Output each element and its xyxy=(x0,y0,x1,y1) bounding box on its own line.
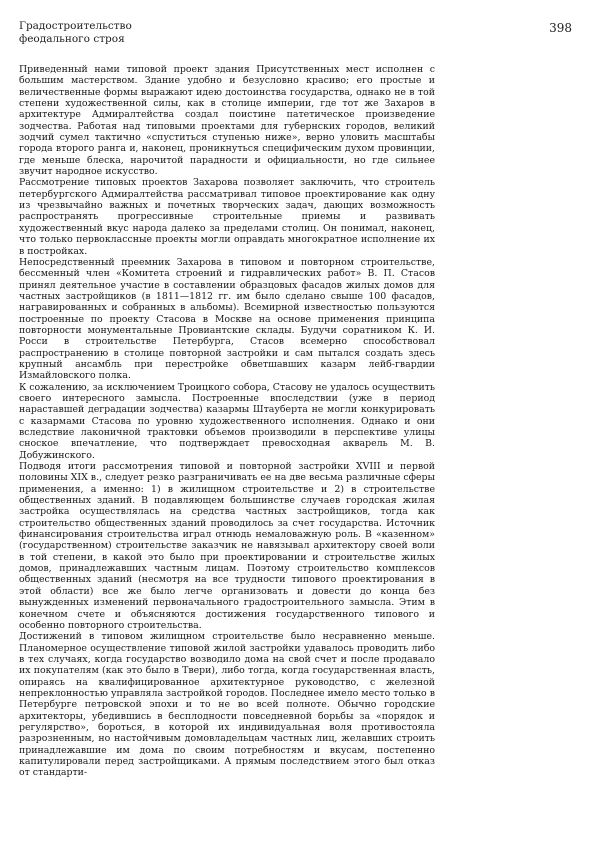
paragraph: Рассмотрение типовых проектов Захарова позволяет заключить, что строитель петербургского Адмиралтейства рассматривал типовое проектирование как одну из чрезвычайно важных и почетных творческих задач, дающих возможность распространять прогрессивные строительные приемы и развивать художественный вкус народа далеко за пределами столиц. Он понимал, наконец, что только первоклассные проекты могли оправдать многократное исполнение их в постройках. xyxy=(19,177,435,257)
paragraph: К сожалению, за исключением Троицкого собора, Стасову не удалось осуществить своего интересного замысла. Построенные впоследствии (уже в период нараставшей деградации зодчества) казармы Штауберта не могли конкурировать с казармами Стасова по уровню художественного исполнения. Однако и они вследствие лаконичной трактовки объемов производили в перспективе улицы сноское впечатление, что подтверждает превосходная акварель М. В. Добужинского. xyxy=(19,381,435,461)
paragraph: Приведенный нами типовой проект здания Присутственных мест исполнен с большим мастерством. Здание удобно и безусловно красиво; его простые и величественные формы выражают идею достоинства государства, однако не в той степени художественной силы, как в столице империи, где тот же Захаров в архитектуре Адмиралтейства создал поистине патетическое произведение зодчества. Работая над типовыми проектами для губернских городов, великий зодчий сумел тактично «спуститься ступенью ниже», верно уловить масштабы города второго ранга и, наконец, проникнуться специфическим духом провинции, где меньше блеска, нарочитой парадности и официальности, но где сильнее звучит народное искусство. xyxy=(19,64,435,178)
header-line-2: феодального строя xyxy=(19,32,125,45)
running-header xyxy=(19,20,132,45)
paragraph: Достижений в типовом жилищном строительстве было несравненно меньше. Планомерное осуществление типовой жилой застройки удавалось проводить либо в тех случаях, когда государство возводило дома на свой счет и после продавало их покупателям (как это было в Твери), либо тогда, когда государственная власть, опираясь на квалифицированное архитектурное руководство, с железной непреклонностью управляла застройкой городов. Последнее имело место только в Петербурге петровской эпохи и то не во всей полноте. Обычно городские архитекторы, убедившись в бесплодности повседневной борьбы за «порядок и регулярство», бороться, в которой их индивидуальная воля противостояла разрозненным, но настойчивым домовладельцам частных лиц, желавших строить принадлежавшие им дома по своим потребностям и вкусам, постепенно капитулировали перед застройщиками. А прямым последствием этого был отказ от стандарти- xyxy=(19,631,435,779)
page-number: 398 xyxy=(549,21,572,35)
paragraph: Непосредственный преемник Захарова в типовом и повторном строительстве, бессменный член «Комитета строений и гидравлических работ» В. П. Стасов принял деятельное участие в составлении образцовых фасадов жилых домов для частных застройщиков (в 1811—1812 гг. им было сделано свыше 100 фасадов, награвированных и собранных в альбомы). Всемирной известностью пользуются построенные по проекту Стасова в Москве на основе применения принципа повторности монументальные Провиантские склады. Будучи соратником К. И. Росси в строительстве Петербурга, Стасов всемерно способствовал распространению в столице повторной застройки и сам пытался создать здесь крупный ансамбль при перестройке обветшавших казарм лейб-гвардии Измайловского полка. xyxy=(19,256,435,382)
body-text xyxy=(19,64,435,779)
header-line-1: Градостроительство xyxy=(19,20,132,32)
paragraph: Подводя итоги рассмотрения типовой и повторной застройки XVIII и первой половины XIX в., следует резко разграничивать ее на две весьма различные сферы применения, а именно: 1) в жилищном строительстве и 2) в строительстве общественных зданий. В подавляющем большинстве случаев городская жилая застройка осуществлялась на средства частных застройщиков, тогда как строительство общественных зданий проводилось за счет государства. Источник финансирования строительства играл отнюдь немаловажную роль. В «казенном» (государственном) строительстве заказчик не навязывал архитектору своей воли в той степени, в какой это было при проектировании и строительстве жилых домов, принадлежавших частным лицам. Поэтому строительство комплексов общественных зданий (несмотря на все трудности типового проектирования в этой области) все же было легче организовать и довести до конца без вынужденных изменений первоначального градостроительного замысла. Этим в конечном счете и объясняются достижения государственного типового и особенно повторного строительства. xyxy=(19,461,435,631)
